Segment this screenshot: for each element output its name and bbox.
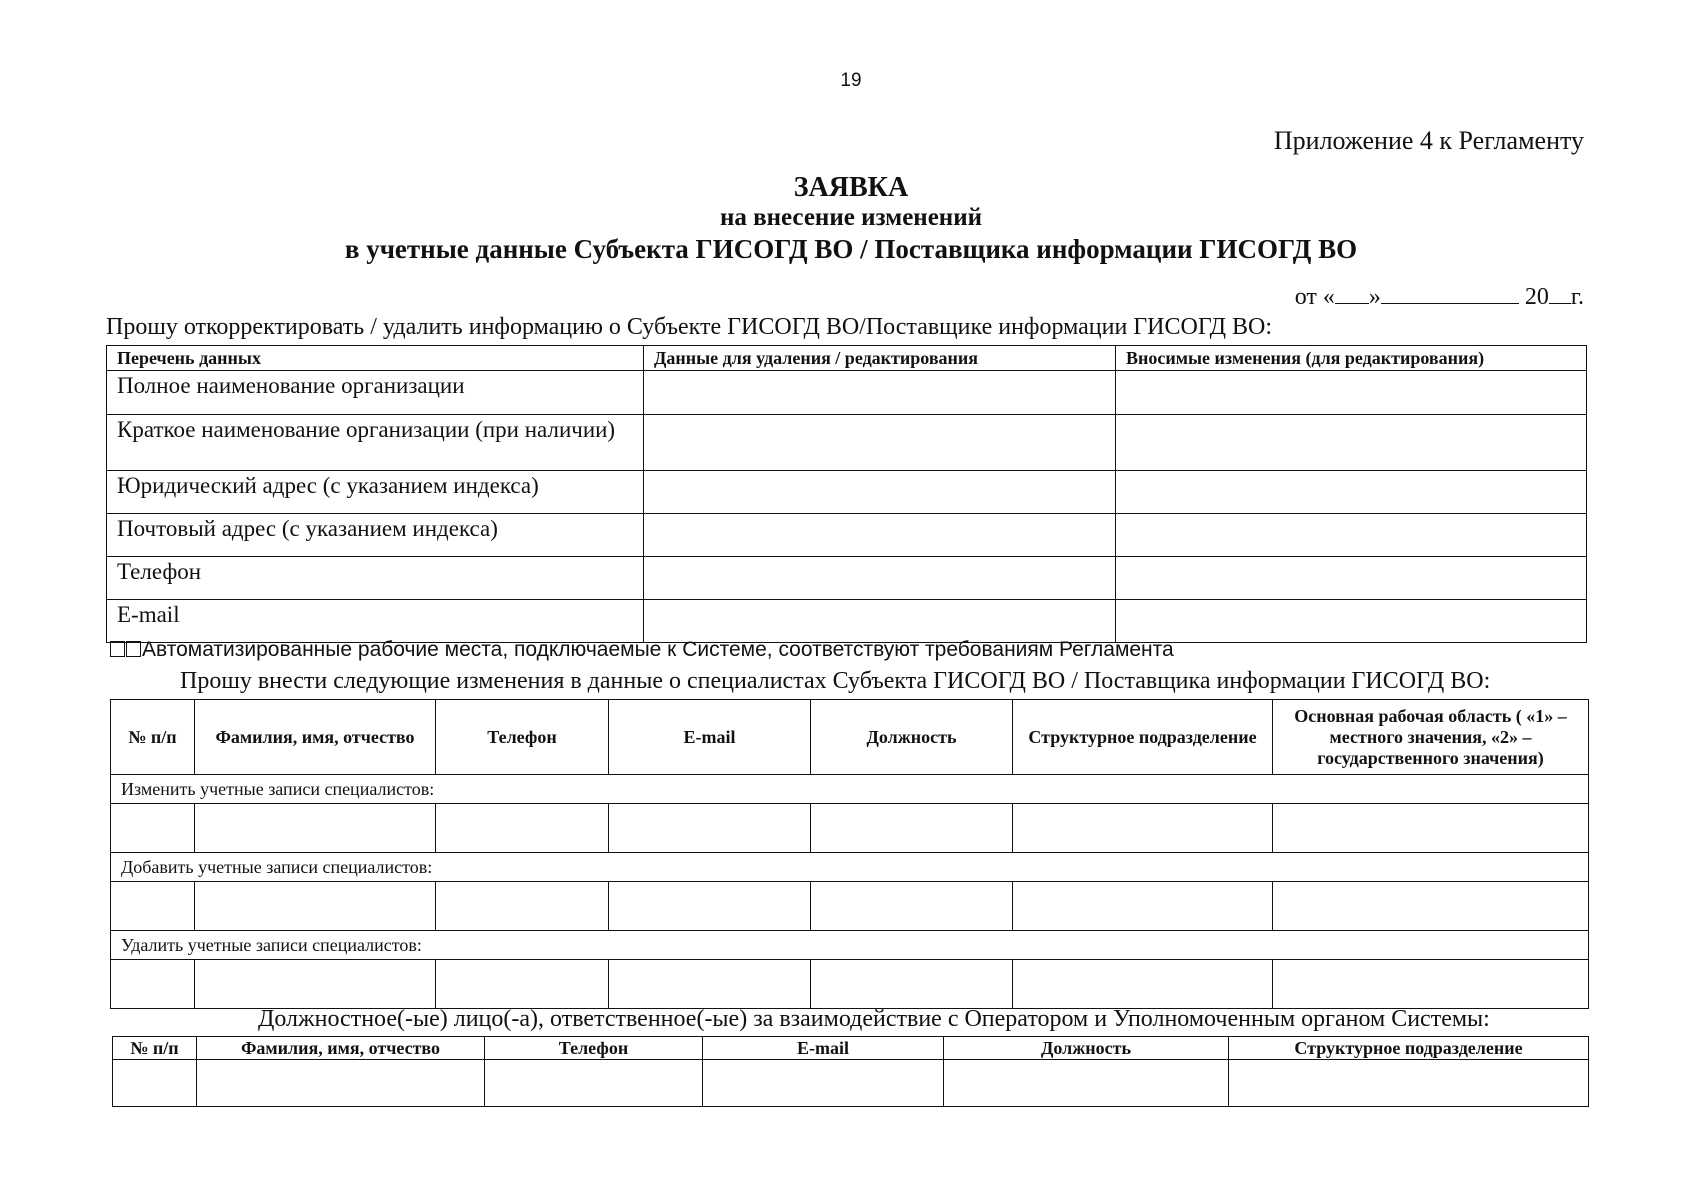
specialists-intro: Прошу внести следующие изменения в данные о специалистах Субъекта ГИСОГД ВО / Поставщика информации ГИСОГД ВО: — [180, 668, 1491, 694]
table-cell[interactable] — [609, 804, 811, 853]
changes-cell[interactable] — [1116, 471, 1587, 514]
table-cell[interactable] — [1273, 960, 1589, 1009]
table-cell[interactable] — [195, 804, 436, 853]
section-row — [111, 775, 1589, 804]
table-cell[interactable] — [609, 882, 811, 931]
table-header-row — [107, 346, 1587, 371]
delete-edit-cell[interactable] — [644, 514, 1116, 557]
table-header-row — [111, 700, 1589, 775]
table-row — [107, 600, 1587, 643]
changes-cell[interactable] — [1116, 371, 1587, 415]
officials-table — [112, 1036, 1589, 1107]
table-cell[interactable] — [1273, 804, 1589, 853]
table-row — [107, 471, 1587, 514]
table-row — [111, 882, 1589, 931]
column-header: Данные для удаления / редактирования — [644, 346, 1116, 371]
column-header: Вносимые изменения (для редактирования) — [1116, 346, 1587, 371]
document-title: ЗАЯВКА — [793, 172, 909, 203]
changes-cell[interactable] — [1116, 557, 1587, 600]
checkbox-label: Автоматизированные рабочие места, подключаемые к Системе, соответствуют требованиям Регламента — [142, 638, 1174, 661]
column-header: Телефон — [436, 700, 609, 775]
date-suffix: г. — [1570, 284, 1584, 310]
officials-intro: Должностное(-ые) лицо(-а), ответственное(-ые) за взаимодействие с Оператором и Уполномоченным органом Системы: — [258, 1006, 1490, 1032]
table-row — [111, 804, 1589, 853]
table-cell[interactable] — [1013, 960, 1273, 1009]
table-header-row — [113, 1037, 1589, 1060]
column-header: № п/п — [113, 1037, 197, 1060]
table-cell[interactable] — [485, 1060, 703, 1107]
column-header: E-mail — [703, 1037, 944, 1060]
document-subtitle-2: в учетные данные Субъекта ГИСОГД ВО / Поставщика информации ГИСОГД ВО — [344, 234, 1358, 264]
table-cell[interactable] — [111, 882, 195, 931]
request-intro: Прошу откорректировать / удалить информацию о Субъекте ГИСОГД ВО/Поставщике информации ГИСОГД ВО: — [106, 314, 1272, 340]
page-number: 19 — [840, 70, 862, 91]
row-label: E-mail — [107, 600, 644, 643]
column-header: Должность — [944, 1037, 1229, 1060]
date-quote-close: » — [1368, 284, 1381, 310]
table-cell[interactable] — [1013, 882, 1273, 931]
column-header: Структурное подразделение — [1013, 700, 1273, 775]
table-cell[interactable] — [436, 960, 609, 1009]
table-cell[interactable] — [944, 1060, 1229, 1107]
column-header: Перечень данных — [107, 346, 644, 371]
compliance-checkbox-line — [110, 638, 1174, 662]
date-line — [1295, 284, 1584, 311]
column-header: Структурное подразделение — [1229, 1037, 1589, 1060]
table-cell[interactable] — [811, 960, 1013, 1009]
table-cell[interactable] — [436, 804, 609, 853]
delete-edit-cell[interactable] — [644, 471, 1116, 514]
table-cell[interactable] — [197, 1060, 485, 1107]
row-label: Почтовый адрес (с указанием индекса) — [107, 514, 644, 557]
day-blank[interactable] — [1335, 285, 1369, 304]
date-prefix: от « — [1294, 284, 1335, 310]
column-header: Должность — [811, 700, 1013, 775]
row-label: Телефон — [107, 557, 644, 600]
section-label-delete: Удалить учетные записи специалистов: — [111, 931, 1589, 960]
document-subtitle: на внесение изменений — [719, 204, 983, 231]
changes-cell[interactable] — [1116, 600, 1587, 643]
table-cell[interactable] — [609, 960, 811, 1009]
table-cell[interactable] — [1013, 804, 1273, 853]
table-row — [107, 371, 1587, 415]
table-cell[interactable] — [811, 804, 1013, 853]
table-cell[interactable] — [113, 1060, 197, 1107]
delete-edit-cell[interactable] — [644, 371, 1116, 415]
column-header: Основная рабочая область ( «1» – местного значения, «2» – государственного значения) — [1273, 700, 1589, 775]
table-cell[interactable] — [1229, 1060, 1589, 1107]
table-cell[interactable] — [1273, 882, 1589, 931]
table-cell[interactable] — [195, 882, 436, 931]
checkbox[interactable] — [110, 641, 125, 657]
column-header: Фамилия, имя, отчество — [197, 1037, 485, 1060]
table-row — [111, 960, 1589, 1009]
section-row — [111, 853, 1589, 882]
section-row — [111, 931, 1589, 960]
delete-edit-cell[interactable] — [644, 557, 1116, 600]
table-cell[interactable] — [703, 1060, 944, 1107]
section-label-edit: Изменить учетные записи специалистов: — [111, 775, 1589, 804]
month-blank[interactable] — [1381, 285, 1519, 304]
delete-edit-cell[interactable] — [644, 600, 1116, 643]
column-header: Телефон — [485, 1037, 703, 1060]
column-header: E-mail — [609, 700, 811, 775]
table-cell[interactable] — [195, 960, 436, 1009]
row-label: Краткое наименование организации (при наличии) — [107, 415, 644, 471]
table-row — [107, 514, 1587, 557]
column-header: Фамилия, имя, отчество — [195, 700, 436, 775]
appendix-label: Приложение 4 к Регламенту — [1273, 126, 1584, 155]
changes-cell[interactable] — [1116, 514, 1587, 557]
table-cell[interactable] — [811, 882, 1013, 931]
specialists-table — [110, 699, 1589, 1009]
table-cell[interactable] — [436, 882, 609, 931]
table-row — [107, 557, 1587, 600]
table-row — [113, 1060, 1589, 1107]
year-prefix: 20 — [1524, 284, 1549, 310]
changes-cell[interactable] — [1116, 415, 1587, 471]
column-header: № п/п — [111, 700, 195, 775]
section-label-add: Добавить учетные записи специалистов: — [111, 853, 1589, 882]
delete-edit-cell[interactable] — [644, 415, 1116, 471]
year-blank[interactable] — [1549, 285, 1571, 304]
table-row — [107, 415, 1587, 471]
organization-data-table — [106, 345, 1587, 643]
table-cell[interactable] — [111, 960, 195, 1009]
table-cell[interactable] — [111, 804, 195, 853]
row-label: Полное наименование организации — [107, 371, 644, 415]
row-label: Юридический адрес (с указанием индекса) — [107, 471, 644, 514]
checkbox[interactable] — [126, 641, 141, 657]
